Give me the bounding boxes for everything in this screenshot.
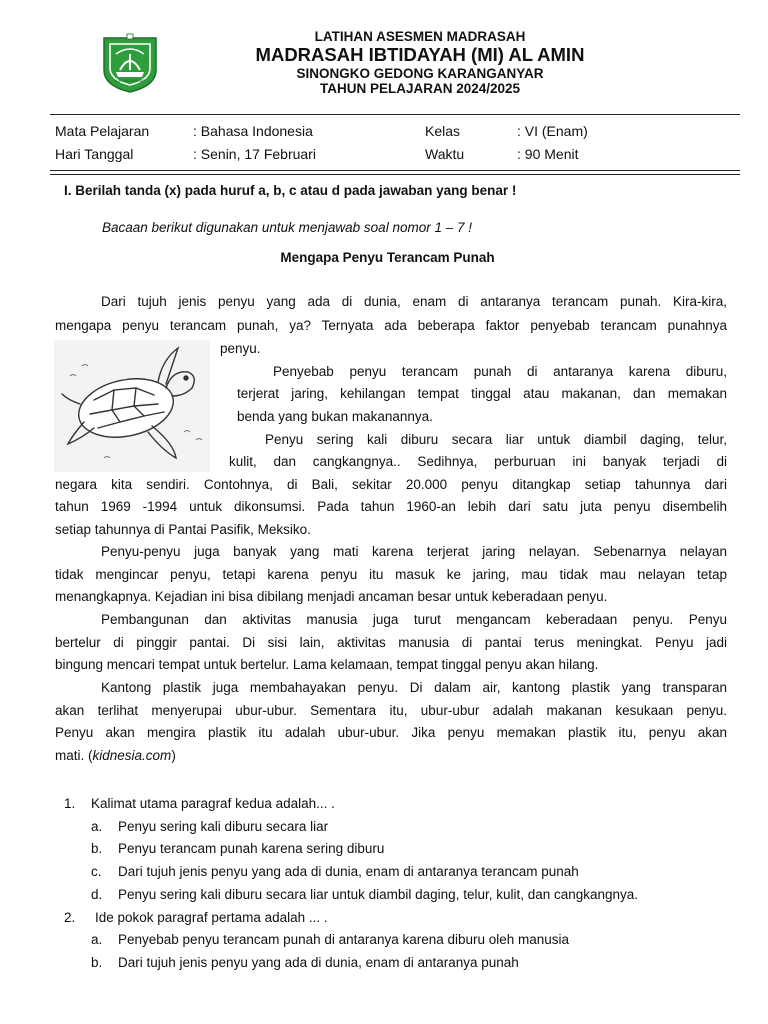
option-letter: a. <box>91 819 103 834</box>
passage-line: Penyu akan mengira plastik itu adalah ubur-ubur. Jika penyu memakan plastik itu, penyu akan <box>55 725 727 740</box>
passage-line: Penyu-penyu juga banyak yang mati karena terjerat jaring nelayan. Sebenarnya nelayan <box>101 544 727 559</box>
passage-line: Penyebab penyu terancam punah di antaranya karena diburu, <box>273 364 727 379</box>
passage-line: bingung mencari tempat untuk bertelur. Lama kelamaan, tempat tinggal penyu akan hilang. <box>55 657 599 672</box>
header-rule-bottom <box>50 174 740 175</box>
passage-line: penyu. <box>220 341 261 356</box>
subject-value: : Bahasa Indonesia <box>193 123 313 139</box>
question-text: Ide pokok paragraf pertama adalah ... . <box>95 910 328 925</box>
passage-line: akan terlihat menyerupai ubur-ubur. Sementara itu, ubur-ubur adalah makanan kesukaan penyu. <box>55 703 727 718</box>
source-suffix: ) <box>171 748 176 763</box>
question-number: 1. <box>64 796 76 811</box>
passage-line: bertelur di pinggir pantai. Di sisi lain, aktivitas manusia di pantai terus meningkat. Penyu jadi <box>55 635 727 650</box>
question-number: 2. <box>64 910 76 925</box>
sea-turtle-illustration <box>54 340 210 472</box>
passage-line: terjerat jaring, kehilangan tempat tinggal atau makanan, dan memakan <box>237 386 727 401</box>
question-text: Kalimat utama paragraf kedua adalah... . <box>91 796 335 811</box>
passage-title: Mengapa Penyu Terancam Punah <box>280 250 495 265</box>
passage-line: mengapa penyu terancam punah, ya? Ternyata ada beberapa faktor penyebab terancam punahnya <box>55 318 727 333</box>
option-text: Penyu sering kali diburu secara liar untuk diambil daging, telur, kulit, dan cangkangnya. <box>118 887 639 902</box>
exam-title: LATIHAN ASESMEN MADRASAH <box>314 29 526 44</box>
option-text: Dari tujuh jenis penyu yang ada di dunia, enam di antaranya punah <box>118 955 519 970</box>
school-crest-icon <box>98 30 162 94</box>
source-name: kidnesia.com <box>92 748 172 763</box>
class-value: : VI (Enam) <box>517 123 588 139</box>
passage-line: Pembangunan dan aktivitas manusia juga turut mengancam keberadaan penyu. Penyu <box>101 612 727 627</box>
passage-line: benda yang bukan makanannya. <box>237 409 433 424</box>
option-letter: d. <box>91 887 103 902</box>
date-value: : Senin, 17 Februari <box>193 146 316 162</box>
option-text: Penyebab penyu terancam punah di antaranya karena diburu oleh manusia <box>118 932 570 947</box>
subject-label: Mata Pelajaran <box>55 123 150 139</box>
option-text: Dari tujuh jenis penyu yang ada di dunia, enam di antaranya terancam punah <box>118 864 579 879</box>
option-text: Penyu sering kali diburu secara liar <box>118 819 329 834</box>
date-label: Hari Tanggal <box>55 146 134 162</box>
passage-line: Kantong plastik juga membahayakan penyu. Di dalam air, kantong plastik yang transparan <box>101 680 727 695</box>
passage-line: menangkapnya. Kejadian ini bisa dibilang menjadi ancaman besar untuk keberadaan penyu. <box>55 589 608 604</box>
passage-line: tahun 1969 -1994 untuk dikonsumsi. Pada tahun 1960-an lebih dari satu juta penyu disembelih <box>55 499 727 514</box>
class-label: Kelas <box>425 123 461 139</box>
time-value: : 90 Menit <box>517 146 579 162</box>
school-logo <box>98 30 162 94</box>
header-rule-top <box>50 114 740 115</box>
passage-line: kulit, dan cangkangnya.. Sedihnya, perburuan ini banyak terjadi di <box>229 454 727 469</box>
instruction: I. Berilah tanda (x) pada huruf a, b, c atau d pada jawaban yang benar ! <box>64 183 517 198</box>
passage-source-line <box>55 749 727 763</box>
turtle-illustration <box>54 340 210 472</box>
option-text: Penyu terancam punah karena sering diburu <box>118 841 385 856</box>
option-letter: b. <box>91 841 103 856</box>
source-prefix: mati. ( <box>55 748 93 763</box>
reading-note: Bacaan berikut digunakan untuk menjawab soal nomor 1 – 7 ! <box>102 220 472 235</box>
school-location: SINONGKO GEDONG KARANGANYAR <box>296 66 544 81</box>
option-letter: b. <box>91 955 103 970</box>
passage-line: tidak mengincar penyu, tetapi karena penyu itu masuk ke jaring, mau tidak mau nelayan tetap <box>55 567 727 582</box>
academic-year: TAHUN PELAJARAN 2024/2025 <box>319 81 521 96</box>
time-label: Waktu <box>425 146 465 162</box>
passage-line: setiap tahunnya di Pantai Pasifik, Meksiko. <box>55 522 311 537</box>
school-name: MADRASAH IBTIDAYAH (MI) AL AMIN <box>255 44 585 65</box>
passage-line: Penyu sering kali diburu secara liar untuk diambil daging, telur, <box>265 432 727 447</box>
passage-line: negara kita sendiri. Contohnya, di Bali, sekitar 20.000 penyu ditangkap setiap tahunnya dari <box>55 477 727 492</box>
option-letter: a. <box>91 932 103 947</box>
logo-text: KARANGANYAR <box>114 78 146 83</box>
header-rule-mid <box>50 170 740 171</box>
passage-line: Dari tujuh jenis penyu yang ada di dunia, enam di antaranya terancam punah. Kira-kira, <box>101 294 727 309</box>
option-letter: c. <box>91 864 102 879</box>
